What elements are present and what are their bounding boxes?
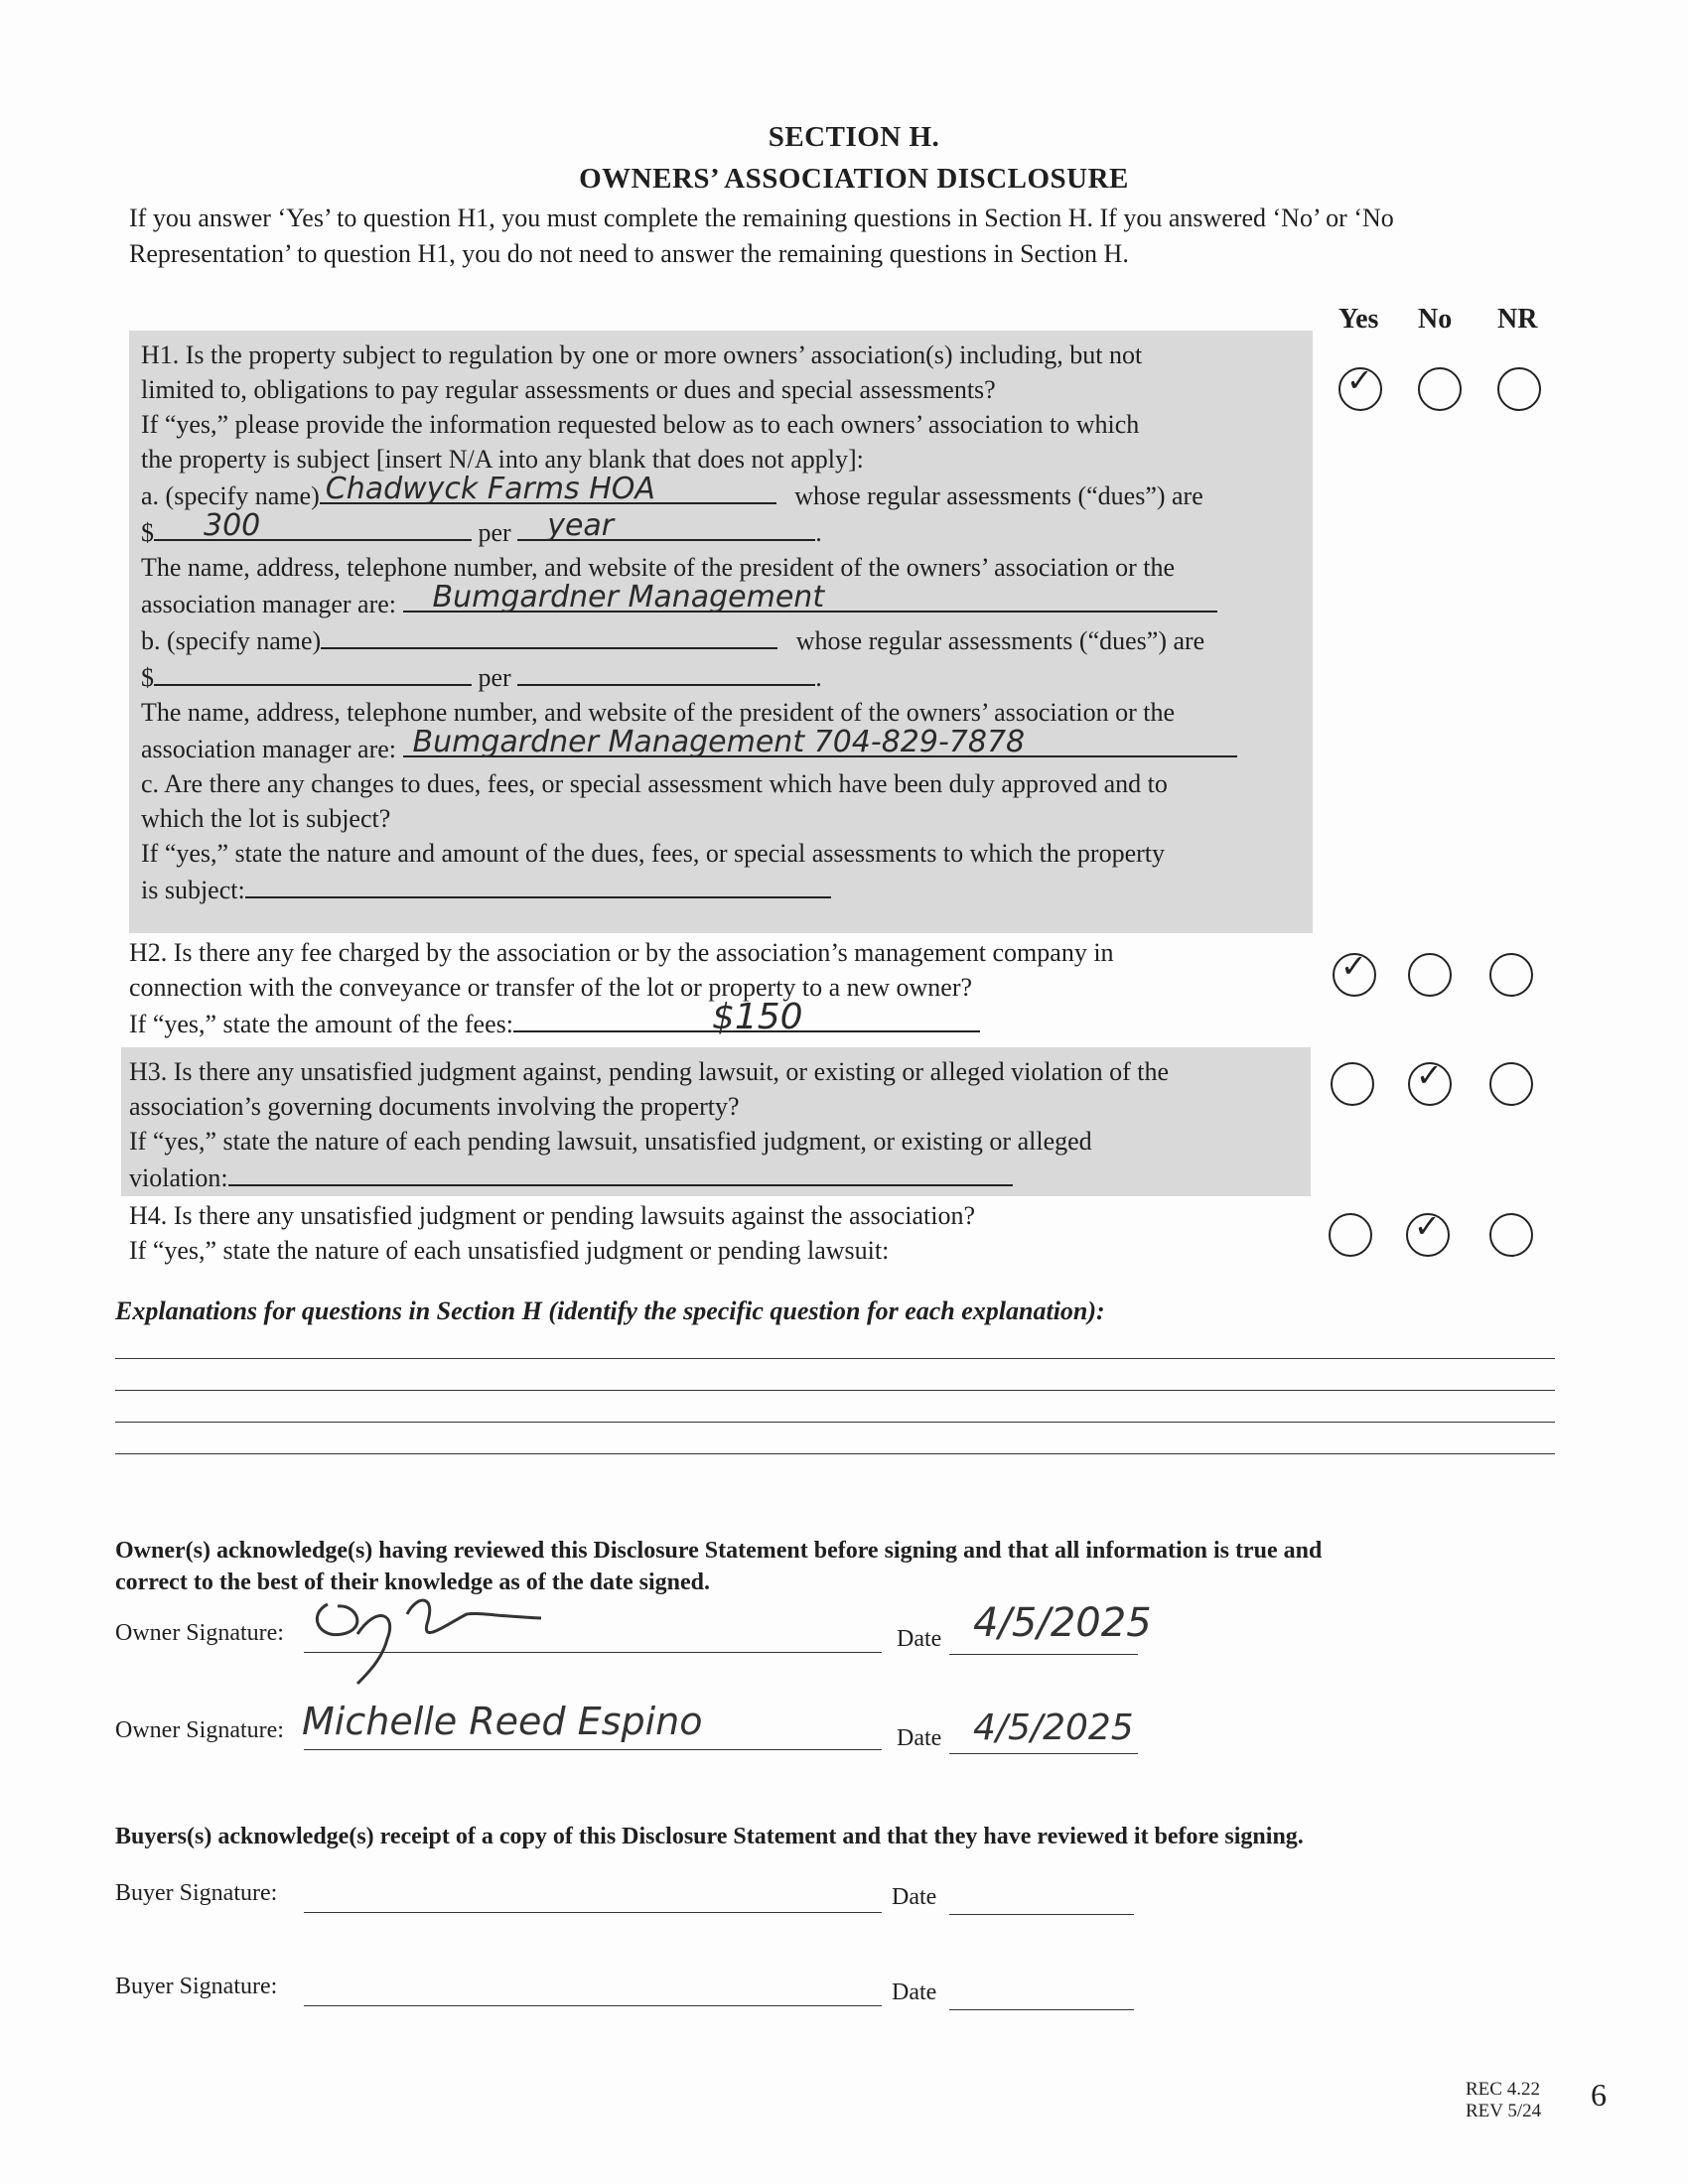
- h2-question-line-2: connection with the conveyance or transfer of the lot or property to a new owner?: [129, 973, 973, 1002]
- h1a-row: [141, 472, 1237, 513]
- h2-fee-value: $150: [711, 997, 803, 1037]
- h1-instruction-line-1: If “yes,” please provide the information requested below as to each owners’ association to which: [141, 410, 1140, 439]
- h1b-period-field[interactable]: [517, 658, 815, 686]
- intro-paragraph: [129, 201, 1599, 272]
- h1-instruction-line-2: the property is subject [insert N/A into any blank that does not apply]:: [141, 445, 864, 474]
- h4-no-radio[interactable]: [1406, 1207, 1450, 1257]
- h1a-name-value: Chadwyck Farms HOA: [325, 472, 655, 506]
- h1c-row: [141, 871, 1237, 907]
- h2-fee-row: [129, 997, 1114, 1041]
- h1-yes-check-mark: ✓: [1346, 361, 1373, 399]
- h1a-dues-label: whose regular assessments (“dues”) are: [794, 481, 1203, 510]
- h4-block: [129, 1198, 975, 1268]
- owner-signature-1: [298, 1584, 576, 1694]
- explanations-heading: Explanations for questions in Section H (identify the specific question for each explanation):: [115, 1297, 1105, 1325]
- h1c-line-2: which the lot is subject?: [141, 804, 391, 833]
- form-revision: REV 5/24: [1466, 2101, 1542, 2121]
- h1a-amount-value: 300: [204, 508, 261, 543]
- h1b-contact-line-1: The name, address, telephone number, and website of the president of the owners’ association or the: [141, 698, 1176, 727]
- h3-yes-radio[interactable]: [1331, 1062, 1374, 1106]
- owner-date-label-1: Date: [897, 1626, 942, 1652]
- buyer-date-label-1: Date: [892, 1884, 937, 1910]
- buyers-acknowledgement: Buyers(s) acknowledge(s) receipt of a copy of this Disclosure Statement and that they have reviewed it before signing.: [115, 1824, 1304, 1849]
- h3-violation-label: violation:: [129, 1163, 228, 1192]
- h1b-row: [141, 621, 1237, 658]
- h1b-contact-value: Bumgardner Management 704-829-7878: [412, 725, 1026, 759]
- h1a-period-field[interactable]: [517, 508, 815, 543]
- owner-signature-label-2: Owner Signature:: [115, 1717, 284, 1743]
- h3-nr-radio[interactable]: [1489, 1062, 1533, 1106]
- owner-signature-2: Michelle Reed Espino: [302, 1700, 703, 1743]
- h1-no-radio[interactable]: [1418, 367, 1462, 411]
- h1a-contact-line-1: The name, address, telephone number, and website of the president of the owners’ association or the: [141, 553, 1176, 582]
- h2-yes-check-mark: ✓: [1340, 947, 1367, 985]
- explanation-line-4[interactable]: [115, 1453, 1555, 1454]
- h1a-dollar: $: [141, 518, 154, 547]
- explanation-line-3[interactable]: [115, 1422, 1555, 1423]
- buyer-signature-label-1: Buyer Signature:: [115, 1880, 278, 1906]
- h1a-amount-row: [141, 508, 1237, 550]
- h1b-dollar: $: [141, 663, 154, 692]
- h4-no-check-mark: ✓: [1414, 1207, 1441, 1245]
- h3-violation-field[interactable]: [228, 1159, 1013, 1186]
- h4-yes-radio[interactable]: [1329, 1213, 1372, 1257]
- h1c-line-3: If “yes,” state the nature and amount of the dues, fees, or special assessments to which the property: [141, 839, 1165, 868]
- h1b-period-end: .: [815, 663, 822, 692]
- form-number: [1466, 2079, 1541, 2122]
- owner-date-label-2: Date: [897, 1725, 942, 1751]
- h2-fee-label: If “yes,” state the amount of the fees:: [129, 1010, 513, 1038]
- h2-fee-field[interactable]: [513, 997, 980, 1037]
- h1b-amount-row: [141, 658, 1237, 695]
- column-nr: NR: [1497, 304, 1538, 335]
- owner-signature-label-1: Owner Signature:: [115, 1620, 284, 1646]
- h1a-period-end: .: [815, 518, 822, 547]
- owners-acknowledgement: [115, 1535, 1322, 1598]
- h3-no-check-mark: ✓: [1416, 1056, 1443, 1094]
- h2-question-line-1: H2. Is there any fee charged by the association or by the association’s management company in: [129, 938, 1114, 967]
- h1b-amount-field[interactable]: [154, 658, 472, 686]
- h2-block: [129, 935, 1114, 1041]
- intro-line-2: Representation’ to question H1, you do not need to answer the remaining questions in Section H.: [129, 239, 1129, 268]
- buyer-signature-line-1[interactable]: [304, 1912, 882, 1913]
- form-code: REC 4.22: [1466, 2079, 1540, 2100]
- h3-no-radio[interactable]: [1408, 1056, 1452, 1106]
- explanation-line-2[interactable]: [115, 1390, 1555, 1391]
- column-no: No: [1418, 304, 1453, 335]
- h4-instruction-line: If “yes,” state the nature of each unsatisfied judgment or pending lawsuit:: [129, 1236, 890, 1265]
- h1a-contact-label: association manager are:: [141, 590, 396, 618]
- section-label: SECTION H.: [768, 121, 940, 153]
- h1-block: [141, 338, 1237, 907]
- h1b-contact-label: association manager are:: [141, 735, 396, 763]
- h4-question-line: H4. Is there any unsatisfied judgment or pending lawsuits against the association?: [129, 1201, 976, 1230]
- column-yes: Yes: [1338, 304, 1379, 335]
- h1-yes-radio[interactable]: [1338, 361, 1382, 411]
- owner-date-line-1[interactable]: [949, 1654, 1138, 1655]
- h1c-line-1: c. Are there any changes to dues, fees, or special assessment which have been duly approved and to: [141, 769, 1168, 798]
- owner-date-value-1: 4/5/2025: [973, 1600, 1152, 1646]
- owner-date-value-2: 4/5/2025: [973, 1707, 1134, 1748]
- h1b-dues-label: whose regular assessments (“dues”) are: [795, 626, 1205, 655]
- h4-nr-radio[interactable]: [1489, 1213, 1533, 1257]
- h1a-name-field[interactable]: [320, 472, 776, 506]
- owner-date-line-2[interactable]: [949, 1753, 1138, 1754]
- h1a-label: a. (specify name): [141, 481, 320, 510]
- h1c-field[interactable]: [245, 871, 831, 898]
- h3-instruction-line: If “yes,” state the nature of each pending lawsuit, unsatisfied judgment, or existing or alleged: [129, 1127, 1092, 1156]
- h3-violation-row: [129, 1159, 1169, 1195]
- owners-ack-line-2: correct to the best of their knowledge as of the date signed.: [115, 1570, 711, 1595]
- h1-question-line-1: H1. Is the property subject to regulation by one or more owners’ association(s) including, but not: [141, 341, 1143, 369]
- h3-question-line-1: H3. Is there any unsatisfied judgment against, pending lawsuit, or existing or alleged violation of the: [129, 1057, 1169, 1086]
- h1a-contact-row: [141, 580, 1237, 621]
- h1a-period-value: year: [547, 508, 615, 543]
- buyer-signature-line-2[interactable]: [304, 2005, 882, 2006]
- h1c-label: is subject:: [141, 876, 245, 904]
- h1a-contact-value: Bumgardner Management: [432, 580, 825, 614]
- buyer-date-line-2[interactable]: [949, 2009, 1134, 2010]
- explanation-line-1[interactable]: [115, 1358, 1555, 1359]
- h3-question-line-2: association’s governing documents involving the property?: [129, 1092, 740, 1121]
- intro-line-1: If you answer ‘Yes’ to question H1, you must complete the remaining questions in Section H. If you answered ‘No’ or ‘No: [129, 204, 1394, 232]
- buyer-signature-label-2: Buyer Signature:: [115, 1974, 278, 1999]
- h1b-name-field[interactable]: [321, 621, 777, 649]
- h1b-contact-field[interactable]: [403, 725, 1237, 759]
- page-number: 6: [1591, 2077, 1607, 2113]
- h1b-label: b. (specify name): [141, 626, 322, 655]
- h1-question-line-2: limited to, obligations to pay regular assessments or dues and special assessments?: [141, 375, 996, 404]
- page-title: OWNERS’ ASSOCIATION DISCLOSURE: [579, 163, 1129, 195]
- owners-ack-line-1: Owner(s) acknowledge(s) having reviewed this Disclosure Statement before signing and that all information is true and: [115, 1538, 1323, 1564]
- h1a-contact-field[interactable]: [403, 580, 1217, 614]
- h2-no-radio[interactable]: [1408, 953, 1452, 997]
- h1b-contact-row: [141, 725, 1237, 766]
- h3-block: [129, 1054, 1169, 1195]
- h1a-amount-field[interactable]: [154, 508, 472, 543]
- h1a-per-label: per: [478, 518, 511, 547]
- owner-signature-line-2[interactable]: [304, 1749, 882, 1750]
- buyer-date-line-1[interactable]: [949, 1914, 1134, 1915]
- h2-yes-radio[interactable]: [1333, 947, 1376, 997]
- buyer-date-label-2: Date: [892, 1979, 937, 2005]
- h2-nr-radio[interactable]: [1489, 953, 1533, 997]
- h1-nr-radio[interactable]: [1497, 367, 1541, 411]
- h1b-per-label: per: [478, 663, 511, 692]
